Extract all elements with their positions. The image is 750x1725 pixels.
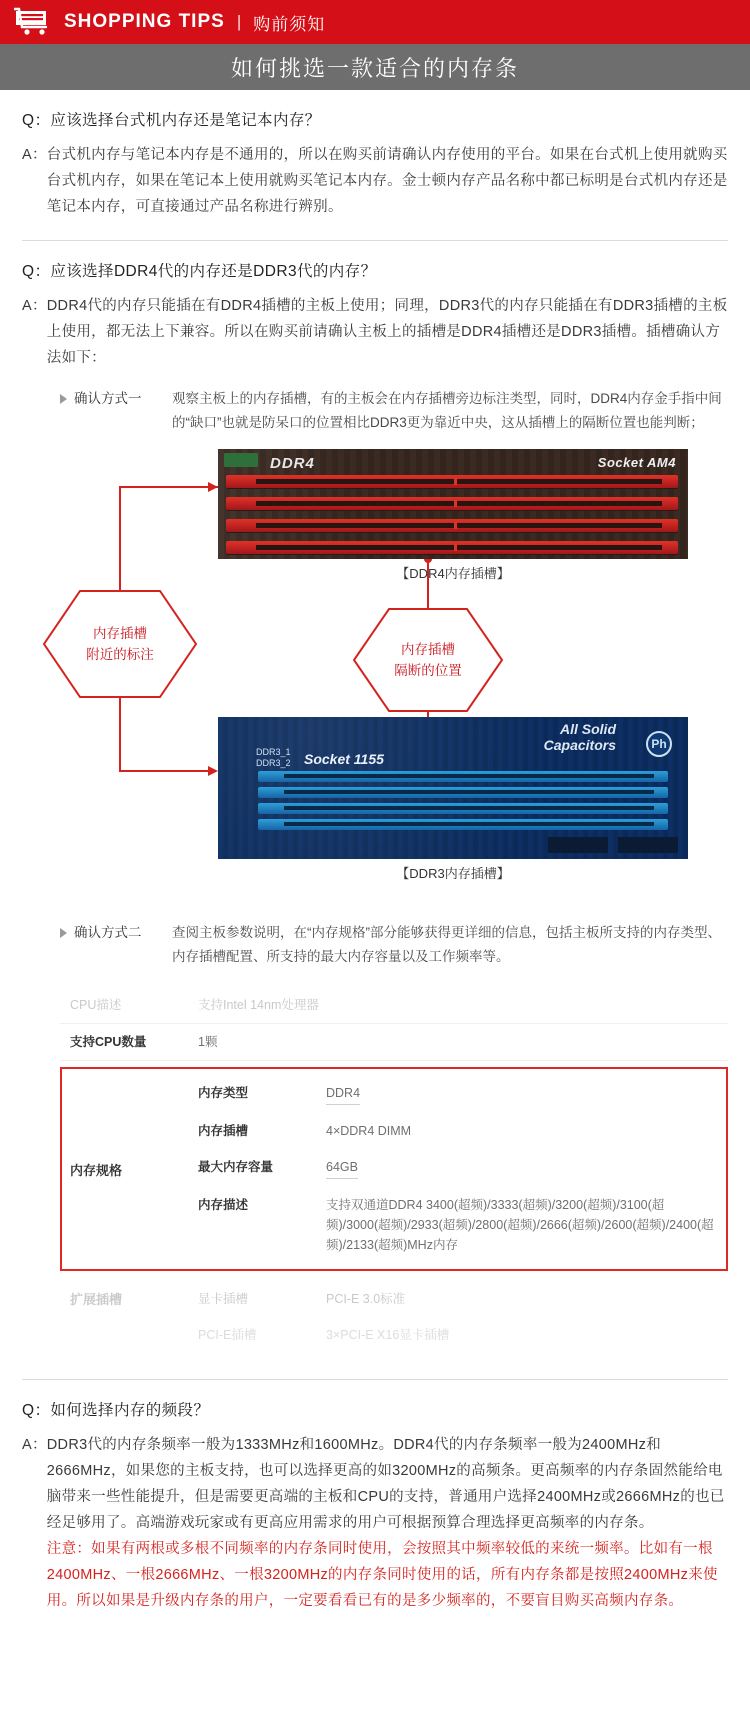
memory-spec-block bbox=[60, 1067, 728, 1271]
spec-value: 3×PCI-E X16显卡插槽 bbox=[326, 1328, 450, 1342]
banner-separator: | bbox=[236, 12, 242, 31]
callout-slot-marking bbox=[42, 589, 198, 699]
triangle-bullet-icon bbox=[60, 394, 67, 404]
question-1 bbox=[22, 108, 728, 130]
a-label: A： bbox=[22, 298, 47, 314]
page-title-bar bbox=[0, 44, 750, 90]
spec-row-cpu-desc bbox=[60, 987, 728, 1024]
spec-row-memory-desc bbox=[188, 1187, 728, 1263]
spec-value: 64GB bbox=[326, 1157, 358, 1179]
callout-slot-notch bbox=[352, 607, 504, 713]
method-two-title-wrap bbox=[60, 921, 172, 969]
ph-logo: Ph bbox=[646, 731, 672, 757]
spec-value-wrap bbox=[316, 1075, 728, 1113]
callout-right-line2: 隔断的位置 bbox=[394, 663, 462, 678]
shopping-tips-banner bbox=[0, 0, 750, 44]
answer-3-wrap bbox=[47, 1432, 728, 1614]
spec-row-cpu-count bbox=[60, 1024, 728, 1061]
shopping-cart-icon bbox=[14, 7, 54, 37]
ddr3-socket-text: Socket 1155 bbox=[304, 751, 384, 767]
ddr3-slot-3 bbox=[258, 803, 668, 814]
ddr3-slot-2 bbox=[258, 787, 668, 798]
method-one-title: 确认方式一 bbox=[74, 391, 142, 406]
question-2 bbox=[22, 259, 728, 281]
question-1-text: 应该选择台式机内存还是笔记本内存？ bbox=[50, 112, 321, 129]
spec-row-memory-type bbox=[188, 1075, 728, 1113]
question-3 bbox=[22, 1398, 728, 1420]
ddr3-slot-tag-2: DDR3_2 bbox=[256, 758, 291, 768]
question-2-text: 应该选择DDR4代的内存还是DDR3代的内存？ bbox=[50, 263, 377, 280]
banner-chinese-title: 购前须知 bbox=[253, 14, 326, 34]
spec-key: 支持CPU数量 bbox=[70, 1035, 147, 1049]
expansion-spec-rows bbox=[188, 1281, 728, 1353]
page-title: 如何挑选一款适合的内存条 bbox=[230, 55, 519, 81]
spec-row-gpu-slot bbox=[188, 1281, 728, 1317]
memory-spec-group-label: 内存规格 bbox=[70, 1162, 123, 1178]
ddr3-slot-tag-1: DDR3_1 bbox=[256, 747, 291, 757]
spec-value-wrap bbox=[316, 1149, 728, 1187]
q-label: Q： bbox=[22, 263, 51, 280]
spec-value: DDR4 bbox=[326, 1083, 360, 1105]
spec-value: PCI-E 3.0标准 bbox=[326, 1292, 406, 1306]
spec-row-max-memory bbox=[188, 1149, 728, 1187]
ddr4-slot-2 bbox=[226, 497, 678, 510]
answer-3-note: 注意：如果有两根或多根不同频率的内存条同时使用，会按照其中频率较低的来统一频率。比如有一根2400MHz、一根2666MHz、一根3200MHz的内存条同时使用的话，所有内存条都是按照2400MHz来使用。所以如果是升级内存条的用户，一定要看看已有的是多少频率的，不要盲目购买高频内存条。 bbox=[46, 1541, 718, 1609]
ddr4-slot-4 bbox=[226, 541, 678, 554]
spec-row-pcie-slot bbox=[188, 1317, 728, 1353]
spec-key: PCI-E插槽 bbox=[198, 1328, 257, 1342]
expansion-spec-group-label: 扩展插槽 bbox=[70, 1292, 123, 1307]
spec-row-memory-slots bbox=[188, 1113, 728, 1149]
ddr3-slot-4 bbox=[258, 819, 668, 830]
spec-key: 内存类型 bbox=[198, 1086, 249, 1100]
ddr3-slot-1 bbox=[258, 771, 668, 782]
banner-english-title: SHOPPING TIPS bbox=[64, 11, 225, 32]
method-one-title-wrap bbox=[60, 387, 172, 435]
ddr3-motherboard-image bbox=[218, 717, 688, 859]
spec-value: 支持双通道DDR4 3400(超频)/3333(超频)/3200(超频)/3100(超频)/3000(超频)/2933(超频)/2800(超频)/2666(超频)/2600(超频)/2400(超频)/2133(超频)MHz内存 bbox=[326, 1198, 714, 1252]
a-label: A： bbox=[22, 1437, 47, 1453]
qa-block-2 bbox=[22, 241, 728, 1353]
qa-block-3 bbox=[22, 1380, 728, 1614]
ddr3-caps-text bbox=[544, 721, 616, 753]
method-one bbox=[22, 387, 728, 435]
spec-key: CPU描述 bbox=[70, 998, 122, 1012]
method-two-title: 确认方式二 bbox=[74, 925, 142, 940]
triangle-bullet-icon bbox=[60, 928, 67, 938]
answer-3 bbox=[22, 1432, 728, 1614]
method-two bbox=[22, 921, 728, 969]
q-label: Q： bbox=[22, 1402, 51, 1419]
memory-spec-highlight-wrap bbox=[60, 1067, 728, 1271]
expansion-spec-block bbox=[60, 1281, 728, 1353]
q-label: Q： bbox=[22, 112, 51, 129]
memory-spec-rows bbox=[188, 1075, 728, 1263]
ddr3-caption: 【DDR3内存插槽】 bbox=[396, 866, 510, 881]
ddr3-slot-tags bbox=[256, 747, 291, 769]
method-two-text: 查阅主板参数说明，在“内存规格”部分能够获得更详细的信息，包括主板所支持的内存类型、内存插槽配置、所支持的最大内存容量以及工作频率等。 bbox=[172, 925, 721, 964]
callout-right-line1: 内存插槽 bbox=[401, 642, 455, 657]
motherboard-spec-table bbox=[60, 987, 728, 1353]
ddr3-caps-line2: Capacitors bbox=[543, 737, 616, 753]
ddr4-slot-3 bbox=[226, 519, 678, 532]
spec-value: 支持Intel 14nm处理器 bbox=[198, 998, 319, 1012]
spec-key: 显卡插槽 bbox=[198, 1292, 249, 1306]
method-one-text: 观察主板上的内存插槽，有的主板会在内存插槽旁边标注类型，同时，DDR4内存金手指中间的“缺口”也就是防呆口的位置相比DDR3更为靠近中央，这从插槽上的隔断位置也能判断； bbox=[172, 391, 722, 430]
content-area bbox=[0, 90, 750, 1632]
qa-block-1 bbox=[22, 90, 728, 220]
callout-left-line1: 内存插槽 bbox=[93, 626, 147, 641]
answer-2-text: DDR4代的内存只能插在有DDR4插槽的主板上使用；同理，DDR3代的内存只能插在有DDR3插槽的主板上使用，都无法上下兼容。所以在购买前请确认主板上的插槽是DDR4插槽还是DDR3插槽。插槽确认方法如下： bbox=[46, 298, 728, 366]
motherboard-figure bbox=[22, 449, 728, 905]
spec-key: 内存插槽 bbox=[198, 1124, 249, 1138]
spec-key: 内存描述 bbox=[198, 1198, 249, 1212]
a-label: A： bbox=[22, 147, 47, 163]
question-3-text: 如何选择内存的频段？ bbox=[50, 1402, 210, 1419]
ddr4-board-text: DDR4 bbox=[270, 455, 315, 472]
answer-2 bbox=[22, 293, 728, 371]
ddr4-slot-1 bbox=[226, 475, 678, 488]
ddr4-motherboard-image bbox=[218, 449, 688, 559]
callout-left-line2: 附近的标注 bbox=[86, 647, 154, 662]
ddr3-caps-line1: All Solid bbox=[560, 721, 616, 737]
answer-1 bbox=[22, 142, 728, 220]
spec-key: 最大内存容量 bbox=[198, 1160, 274, 1174]
spec-value: 1颗 bbox=[198, 1035, 218, 1049]
ddr4-socket-text: Socket AM4 bbox=[597, 455, 676, 470]
spec-value: 4×DDR4 DIMM bbox=[326, 1124, 412, 1138]
answer-1-text: 台式机内存与笔记本内存是不通用的，所以在购买前请确认内存使用的平台。如果在台式机上使用就购买台式机内存，如果在笔记本上使用就购买笔记本内存。金士顿内存产品名称中都已标明是台式机内存还是笔记本内存，可直接通过产品名称进行辨别。 bbox=[46, 147, 728, 215]
answer-3-text: DDR3代的内存条频率一般为1333MHz和1600MHz。DDR4代的内存条频率一般为2400MHz和2666MHz，如果您的主板支持，也可以选择更高的如3200MHz的高频条。更高频率的内存条固然能给电脑带来一些性能提升，但是需要更高端的主板和CPU的支持，普通用户选择2400MHz或2666MHz的也已经足够用了。高端游戏玩家或有更高应用需求的用户可根据预算合理选择更高频率的内存条。 bbox=[46, 1437, 725, 1531]
ddr4-chip bbox=[224, 453, 258, 467]
ddr4-caption: 【DDR4内存插槽】 bbox=[396, 566, 510, 581]
